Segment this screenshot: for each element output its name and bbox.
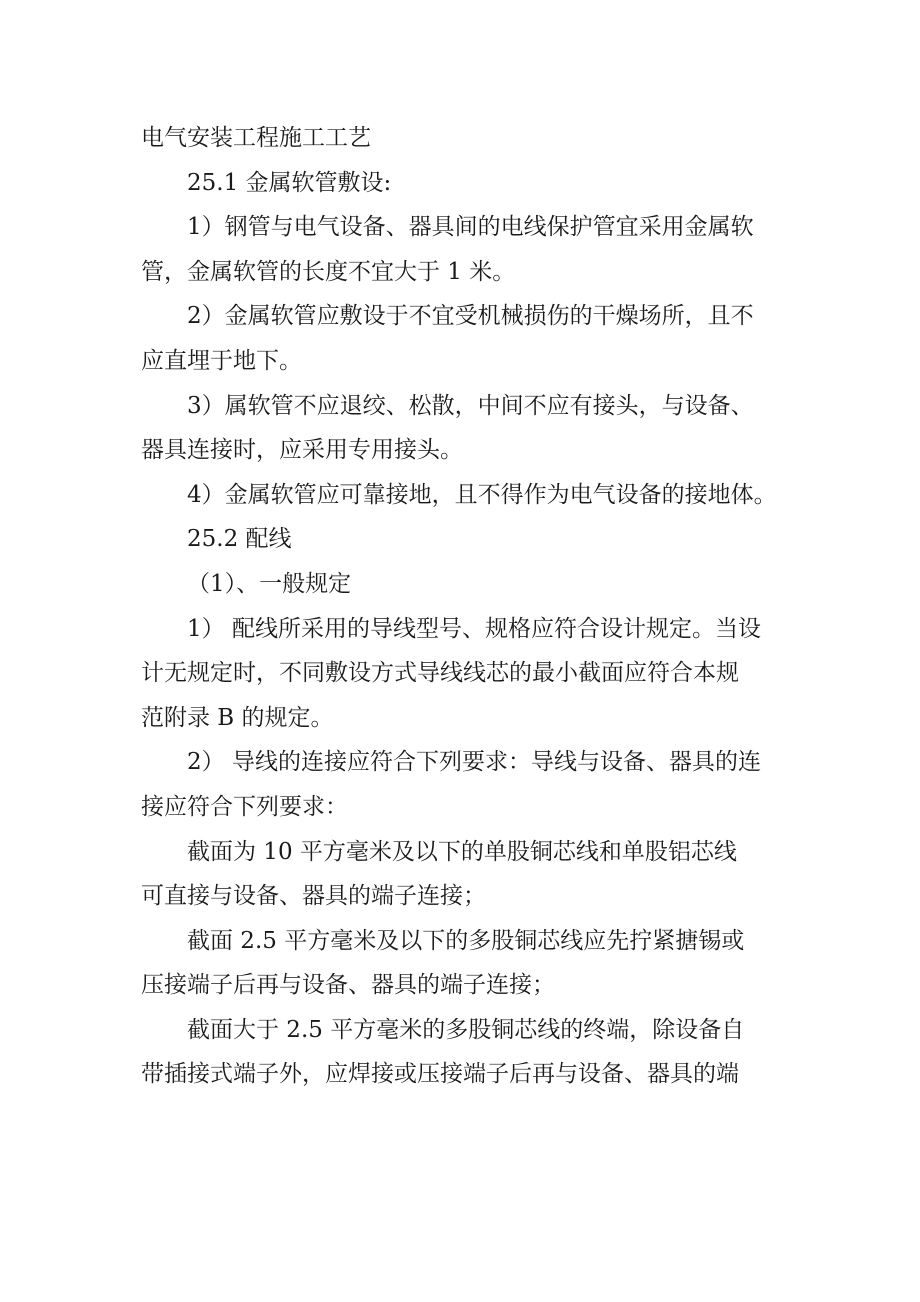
- section-heading-25-1: 25.1 金属软管敷设:: [187, 169, 392, 196]
- subsection-heading: （1）、一般规定: [187, 570, 352, 597]
- paragraph-line: 4）金属软管应可靠接地，且不得作为电气设备的接地体。: [187, 481, 777, 508]
- paragraph-line: 管，金属软管的长度不宜大于 1 米。: [141, 258, 516, 285]
- paragraph-line: 压接端子后再与设备、器具的端子连接；: [141, 972, 555, 999]
- paragraph-line: 3）属软管不应退绞、松散，中间不应有接头，与设备、: [187, 392, 754, 419]
- paragraph-line: 接应符合下列要求：: [141, 793, 348, 820]
- paragraph-line: 2） 导线的连接应符合下列要求：导线与设备、器具的连: [187, 749, 761, 776]
- paragraph-line: 器具连接时，应采用专用接头。: [141, 437, 463, 464]
- paragraph-line: 计无规定时，不同敷设方式导线线芯的最小截面应符合本规: [141, 660, 739, 687]
- paragraph-line: 带插接式端子外，应焊接或压接端子后再与设备、器具的端: [141, 1061, 739, 1088]
- paragraph-line: 应直埋于地下。: [141, 347, 302, 374]
- document-body: [141, 116, 801, 1097]
- paragraph-line: 截面 2.5 平方毫米及以下的多股铜芯线应先拧紧搪锡或: [187, 927, 745, 954]
- paragraph-line: 2）金属软管应敷设于不宜受机械损伤的干燥场所，且不: [187, 303, 754, 330]
- section-heading-25-2: 25.2 配线: [187, 526, 292, 553]
- paragraph-line: 范附录 B 的规定。: [141, 704, 334, 731]
- paragraph-line: 截面为 10 平方毫米及以下的单股铜芯线和单股铝芯线: [187, 838, 737, 865]
- paragraph-line: 1） 配线所采用的导线型号、规格应符合设计规定。当设: [187, 615, 761, 642]
- document-title: 电气安装工程施工工艺: [141, 125, 371, 151]
- paragraph-line: 1）钢管与电气设备、器具间的电线保护管宜采用金属软: [187, 214, 754, 241]
- paragraph-line: 可直接与设备、器具的端子连接；: [141, 883, 486, 910]
- paragraph-line: 截面大于 2.5 平方毫米的多股铜芯线的终端，除设备自: [187, 1016, 745, 1043]
